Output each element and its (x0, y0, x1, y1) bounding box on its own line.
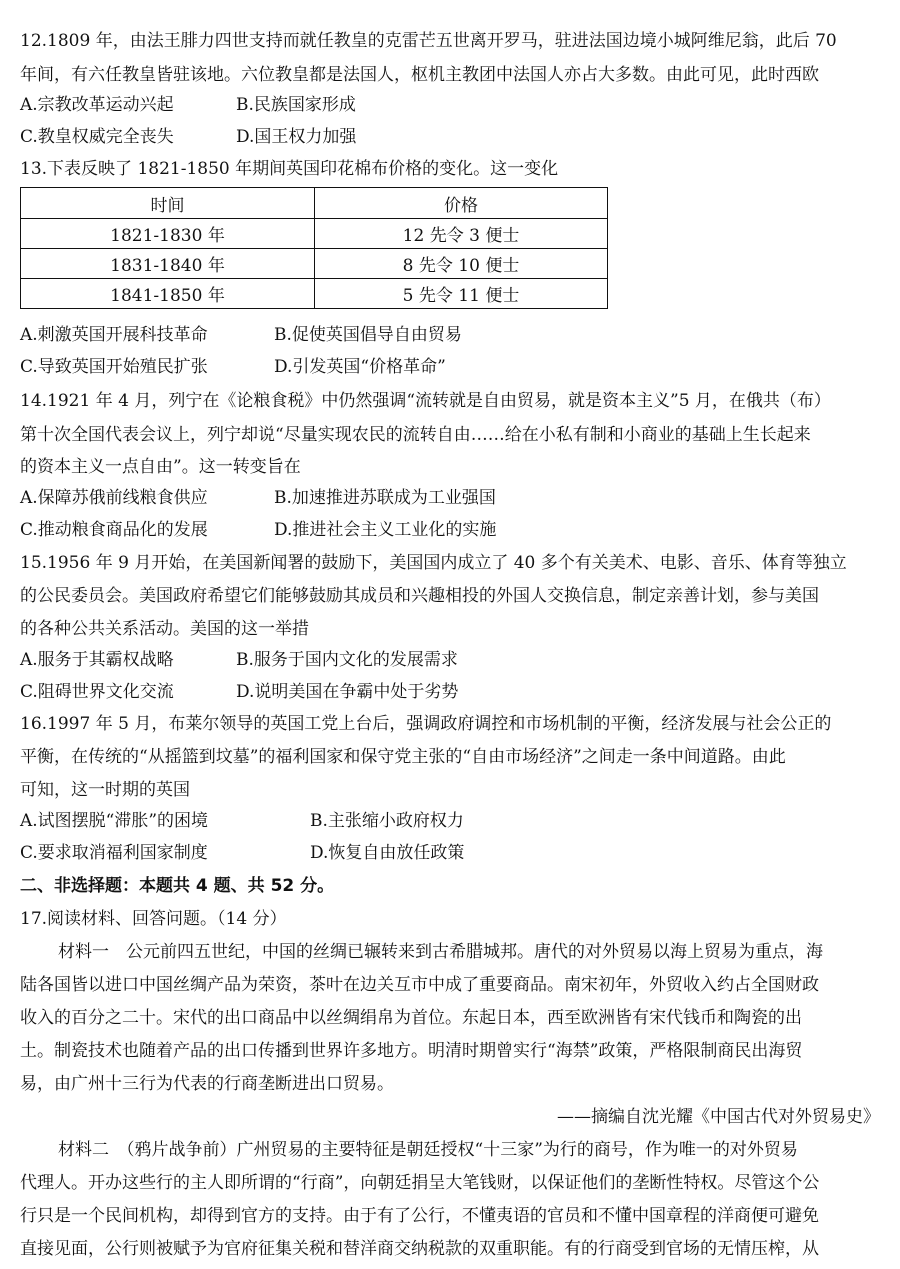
material-1-line-2: 陆各国皆以进口中国丝绸产品为荣资，茶叶在边关互市中成了重要商品。南宋初年，外贸收入约占全国财政 (20, 975, 819, 995)
q13-text: 13.下表反映了 1821-1850 年期间英国印花棉布价格的变化。这一变化 (20, 159, 559, 179)
table-cell-price: 8 先令 10 便士 (315, 249, 608, 279)
q16-text-line-1: 16.1997 年 5 月，布莱尔领导的英国工党上台后，强调政府调控和市场机制的平衡，经济发展与社会公正的 (20, 714, 832, 734)
q14-text-line-2: 第十次全国代表会议上，列宁却说“尽量实现农民的流转自由……给在小私有制和小商业的基础上生长起来 (20, 425, 811, 445)
table-cell-time: 1841-1850 年 (21, 279, 315, 309)
q16-option-b: B.主张缩小政府权力 (310, 811, 464, 831)
q15-option-b: B.服务于国内文化的发展需求 (236, 650, 458, 670)
material-1-line-4: 土。制瓷技术也随着产品的出口传播到世界许多地方。明清时期曾实行“海禁”政策，严格限制商民出海贸 (20, 1041, 803, 1061)
q15-option-a: A.服务于其霸权战略 (20, 650, 174, 670)
material-1-line-1: 材料一 公元前四五世纪，中国的丝绸已辗转来到古希腊城邦。唐代的对外贸易以海上贸易为重点，海 (58, 942, 823, 962)
q12-option-a: A.宗教改革运动兴起 (20, 95, 174, 115)
q13-option-c: C.导致英国开始殖民扩张 (20, 357, 208, 377)
section-heading: 二、非选择题：本题共 4 题、共 52 分。 (20, 876, 335, 896)
q12-text-line-1: 12.1809 年，由法王腓力四世支持而就任教皇的克雷芒五世离开罗马，驻进法国边境小城阿维尼翁，此后 70 (20, 31, 837, 51)
material-2-line-2: 代理人。开办这些行的主人即所谓的“行商”，向朝廷捐呈大笔钱财，以保证他们的垄断性特权。尽管这个公 (20, 1173, 820, 1193)
q16-text-line-2: 平衡，在传统的“从摇篮到坟墓”的福利国家和保守党主张的“自由市场经济”之间走一条中间道路。由此 (20, 747, 786, 767)
table-cell-time: 1821-1830 年 (21, 219, 315, 249)
q14-option-d: D.推进社会主义工业化的实施 (274, 520, 497, 540)
table-header-price: 价格 (315, 188, 608, 219)
q15-text-line-2: 的公民委员会。美国政府希望它们能够鼓励其成员和兴趣相投的外国人交换信息，制定亲善计划，参与美国 (20, 586, 819, 606)
q13-option-b: B.促使英国倡导自由贸易 (274, 325, 462, 345)
table-header-row (21, 188, 608, 219)
q16-option-a: A.试图摆脱“滞胀”的困境 (20, 811, 209, 831)
q13-option-d: D.引发英国“价格革命” (274, 357, 446, 377)
material-1-line-3: 收入的百分之二十。宋代的出口商品中以丝绸绢帛为首位。东起日本，西至欧洲皆有宋代钱币和陶瓷的出 (20, 1008, 802, 1028)
q14-text-line-3: 的资本主义一点自由”。这一转变旨在 (20, 457, 301, 477)
q14-option-b: B.加速推进苏联成为工业强国 (274, 488, 496, 508)
q15-text-line-3: 的各种公共关系活动。美国的这一举措 (20, 619, 309, 639)
q14-option-a: A.保障苏俄前线粮食供应 (20, 488, 208, 508)
q17-text: 17.阅读材料、回答问题。（14 分） (20, 909, 287, 929)
q16-option-c: C.要求取消福利国家制度 (20, 843, 208, 863)
q16-option-d: D.恢复自由放任政策 (310, 843, 465, 863)
q15-option-d: D.说明美国在争霸中处于劣势 (236, 682, 459, 702)
q12-option-c: C.教皇权威完全丧失 (20, 127, 174, 147)
q15-option-c: C.阻碍世界文化交流 (20, 682, 174, 702)
table-row (21, 279, 608, 309)
q16-text-line-3: 可知，这一时期的英国 (20, 780, 190, 800)
q12-option-d: D.国王权力加强 (236, 127, 357, 147)
material-1-line-5: 易，由广州十三行为代表的行商垄断进出口贸易。 (20, 1074, 394, 1094)
table-row (21, 219, 608, 249)
table-cell-time: 1831-1840 年 (21, 249, 315, 279)
table-row (21, 249, 608, 279)
q12-option-b: B.民族国家形成 (236, 95, 356, 115)
price-table (20, 187, 608, 309)
table-cell-price: 5 先令 11 便士 (315, 279, 608, 309)
table-header-time: 时间 (21, 188, 315, 219)
material-1-source: ——摘编自沈光耀《中国古代对外贸易史》 (557, 1107, 880, 1127)
material-2-line-3: 行只是一个民间机构，却得到官方的支持。由于有了公行，不懂夷语的官员和不懂中国章程的洋商便可避免 (20, 1206, 819, 1226)
material-2-line-4: 直接见面，公行则被赋予为官府征集关税和替洋商交纳税款的双重职能。有的行商受到官场的无情压榨，从 (20, 1239, 819, 1259)
q14-text-line-1: 14.1921 年 4 月，列宁在《论粮食税》中仍然强调“流转就是自由贸易，就是资本主义”5 月，在俄共（布） (20, 391, 831, 411)
material-2-line-1: 材料二 （鸦片战争前）广州贸易的主要特征是朝廷授权“十三家”为行的商号，作为唯一的对外贸易 (58, 1140, 798, 1160)
q13-option-a: A.刺激英国开展科技革命 (20, 325, 208, 345)
table-cell-price: 12 先令 3 便士 (315, 219, 608, 249)
q14-option-c: C.推动粮食商品化的发展 (20, 520, 208, 540)
q15-text-line-1: 15.1956 年 9 月开始，在美国新闻署的鼓励下，美国国内成立了 40 多个有关美术、电影、音乐、体育等独立 (20, 553, 847, 573)
q12-text-line-2: 年间，有六任教皇皆驻该地。六位教皇都是法国人，枢机主教团中法国人亦占大多数。由此可见，此时西欧 (20, 65, 819, 85)
